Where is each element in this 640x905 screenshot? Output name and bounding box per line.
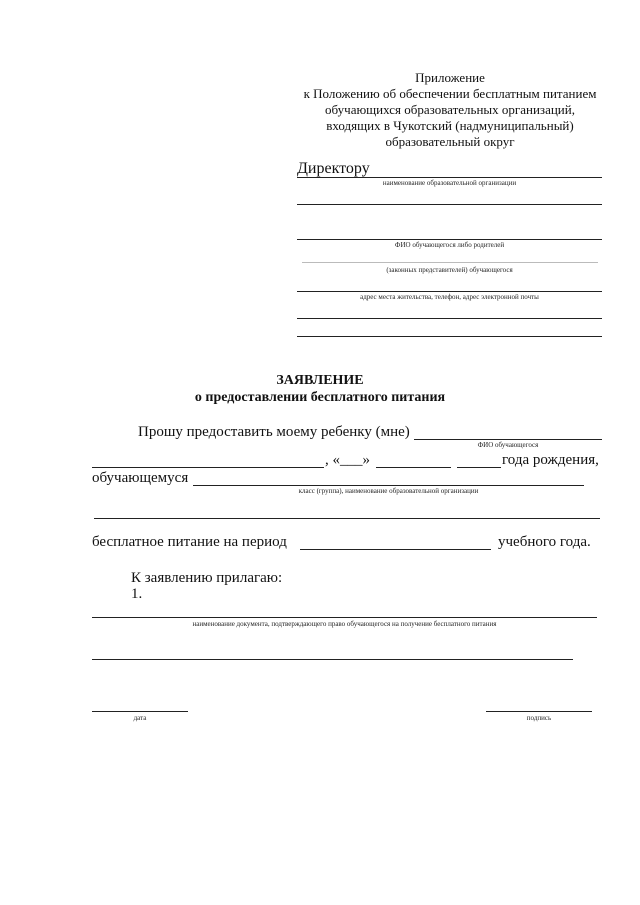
director-label: Директору [297, 160, 370, 177]
child-fio-caption: ФИО обучающегося [477, 441, 539, 449]
signature-line[interactable] [486, 711, 592, 712]
representative-caption: (законных представителей) обучающегося [386, 266, 513, 274]
date-caption: дата [133, 714, 147, 722]
year-of-birth-text: года рождения, [502, 452, 599, 468]
fio-line[interactable] [297, 239, 602, 240]
fio-caption: ФИО обучающегося либо родителей [394, 241, 505, 249]
child-fio-line-2[interactable] [92, 467, 324, 468]
student-label: обучающемуся [92, 470, 189, 486]
appendix-header [290, 70, 610, 150]
org-line[interactable] [297, 204, 602, 205]
attachment-item-1: 1. [131, 586, 143, 602]
class-line[interactable] [193, 485, 584, 486]
birth-year-line[interactable] [457, 467, 501, 468]
child-fio-line[interactable] [414, 439, 602, 440]
date-line[interactable] [92, 711, 188, 712]
signature-caption: подпись [526, 714, 552, 722]
appendix-line: входящих в Чукотский (надмуниципальный) [326, 118, 574, 133]
address-line-3[interactable] [297, 336, 602, 337]
school-year-label: учебного года. [498, 534, 591, 550]
period-label: бесплатное питание на период [92, 534, 287, 550]
address-caption: адрес места жительства, телефон, адрес электронной почты [360, 293, 539, 301]
address-line-1[interactable] [297, 291, 602, 292]
birth-month-line[interactable] [376, 467, 451, 468]
appendix-line: Приложение [415, 70, 485, 85]
attachment-line-2[interactable] [92, 659, 573, 660]
attachments-header: К заявлению прилагаю: [131, 570, 283, 586]
request-line1: Прошу предоставить моему ребенку (мне) [138, 424, 410, 440]
class-caption: класс (группа), наименование образовательной организации [298, 487, 479, 495]
address-line-2[interactable] [297, 318, 602, 319]
appendix-line: к Положению об обеспечении бесплатным питанием [303, 86, 597, 101]
period-line[interactable] [300, 549, 491, 550]
birth-day-text: , «___» [325, 452, 370, 468]
attachment-line-1[interactable] [92, 617, 597, 618]
statement-title: ЗАЯВЛЕНИЕ [276, 373, 364, 388]
statement-subtitle: о предоставлении бесплатного питания [194, 390, 446, 405]
org-caption: наименование образовательной организации [382, 179, 517, 187]
appendix-line: обучающихся образовательных организаций, [325, 102, 575, 117]
attachment-caption: наименование документа, подтверждающего право обучающегося на получение бесплатного питания [192, 620, 497, 628]
representative-line[interactable] [302, 262, 598, 263]
appendix-line: образовательный округ [385, 134, 515, 149]
director-line[interactable] [297, 177, 602, 178]
org-continuation-line[interactable] [94, 518, 600, 519]
